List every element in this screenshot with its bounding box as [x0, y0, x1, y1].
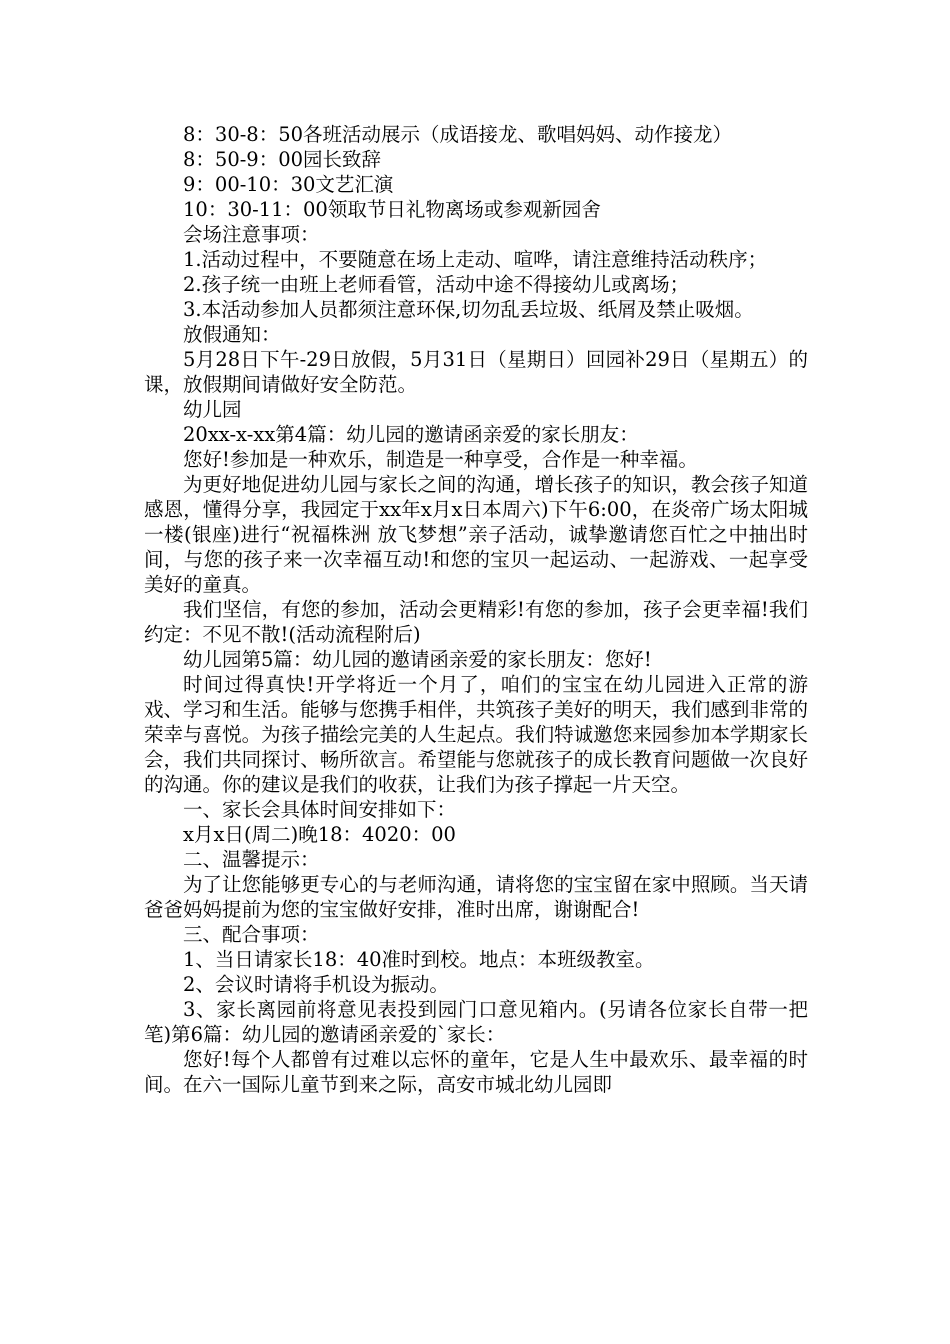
paragraph-venue-note-3: 3.本活动参加人员都须注意环保,切勿乱丢垃圾、纸屑及禁止吸烟。	[183, 298, 754, 321]
paragraph-article-4-closing: 我们坚信，有您的参加，活动会更精彩!有您的参加，孩子会更幸福!我们约定：不见不散!(活动流程附后)	[144, 598, 808, 646]
paragraph-schedule-class-show: 8：30-8：50各班活动展示（成语接龙、歌唱妈妈、动作接龙）	[183, 123, 733, 146]
paragraph-meeting-time: x月x日(周二)晚18：4020：00	[183, 823, 456, 846]
paragraph-reminder-body: 为了让您能够更专心的与老师沟通，请将您的宝宝留在家中照顾。当天请爸爸妈妈提前为您的宝宝做好安排，准时出席，谢谢配合!	[144, 873, 808, 921]
paragraph-cooperation-1: 1、当日请家长18：40准时到校。地点：本班级教室。	[183, 948, 655, 971]
paragraph-article-6-greeting: 您好!每个人都曾有过难以忘怀的童年，它是人生中最欢乐、最幸福的时间。在六一国际儿童节到来之际，高安市城北幼儿园即	[144, 1048, 808, 1096]
paragraph-venue-note-1: 1.活动过程中，不要随意在场上走动、喧哗，请注意维持活动秩序；	[183, 248, 768, 271]
paragraph-cooperation-heading: 三、配合事项：	[183, 923, 320, 946]
paragraph-article-5-body: 时间过得真快!开学将近一个月了，咱们的宝宝在幼儿园进入正常的游戏、学习和生活。能够与您携手相伴，共筑孩子美好的明天，我们感到非常的荣幸与喜悦。为孩子描绘完美的人生起点。我们特诚邀您来园参加本学期家长会，我们共同探讨、畅所欲言。希望能与您就孩子的成长教育问题做一次良好的沟通。你的建议是我们的收获，让我们为孩子撑起一片天空。	[144, 673, 808, 796]
paragraph-article-4-greeting: 您好!参加是一种欢乐，制造是一种享受，合作是一种幸福。	[183, 448, 698, 471]
paragraph-cooperation-3: 3、家长离园前将意见表投到园门口意见箱内。(另请各位家长自带一把笔)第6篇：幼儿园的邀请函亲爱的`家长：	[144, 998, 808, 1046]
paragraph-meeting-time-heading: 一、家长会具体时间安排如下：	[183, 798, 457, 821]
paragraph-holiday-heading: 放假通知：	[183, 323, 281, 346]
paragraph-venue-notes-heading: 会场注意事项：	[183, 223, 320, 246]
paragraph-article-4-invitation: 为更好地促进幼儿园与家长之间的沟通，增长孩子的知识，教会孩子知道感恩，懂得分享，我园定于xx年x月x日本周六)下午6:00，在炎帝广场太阳城一楼(银座)进行“祝福株洲 放飞梦想”亲子活动，诚挚邀请您百忙之中抽出时间，与您的孩子来一次幸福互动!和您的宝贝一起运动、一起游戏、一起享受美好的童真。	[144, 473, 808, 596]
paragraph-venue-note-2: 2.孩子统一由班上老师看管，活动中途不得接幼儿或离场；	[183, 273, 690, 296]
paragraph-cooperation-2: 2、会议时请将手机设为振动。	[183, 973, 449, 996]
paragraph-schedule-principal-speech: 8：50-9：00园长致辞	[183, 148, 382, 171]
paragraph-article-5-title: 幼儿园第5篇：幼儿园的邀请函亲爱的家长朋友：您好!	[183, 648, 652, 671]
paragraph-schedule-performance: 9：00-10：30文艺汇演	[183, 173, 394, 196]
paragraph-reminder-heading: 二、温馨提示：	[183, 848, 320, 871]
document-body	[144, 122, 808, 1097]
paragraph-article-4-title: 20xx-x-xx第4篇：幼儿园的邀请函亲爱的家长朋友：	[183, 423, 639, 446]
paragraph-schedule-gifts: 10：30-11：00领取节日礼物离场或参观新园舍	[183, 198, 601, 221]
paragraph-holiday-details: 5月28日下午-29日放假，5月31日（星期日）回园补29日（星期五）的课，放假期间请做好安全防范。	[144, 348, 808, 396]
paragraph-signature-kindergarten: 幼儿园	[183, 398, 242, 421]
